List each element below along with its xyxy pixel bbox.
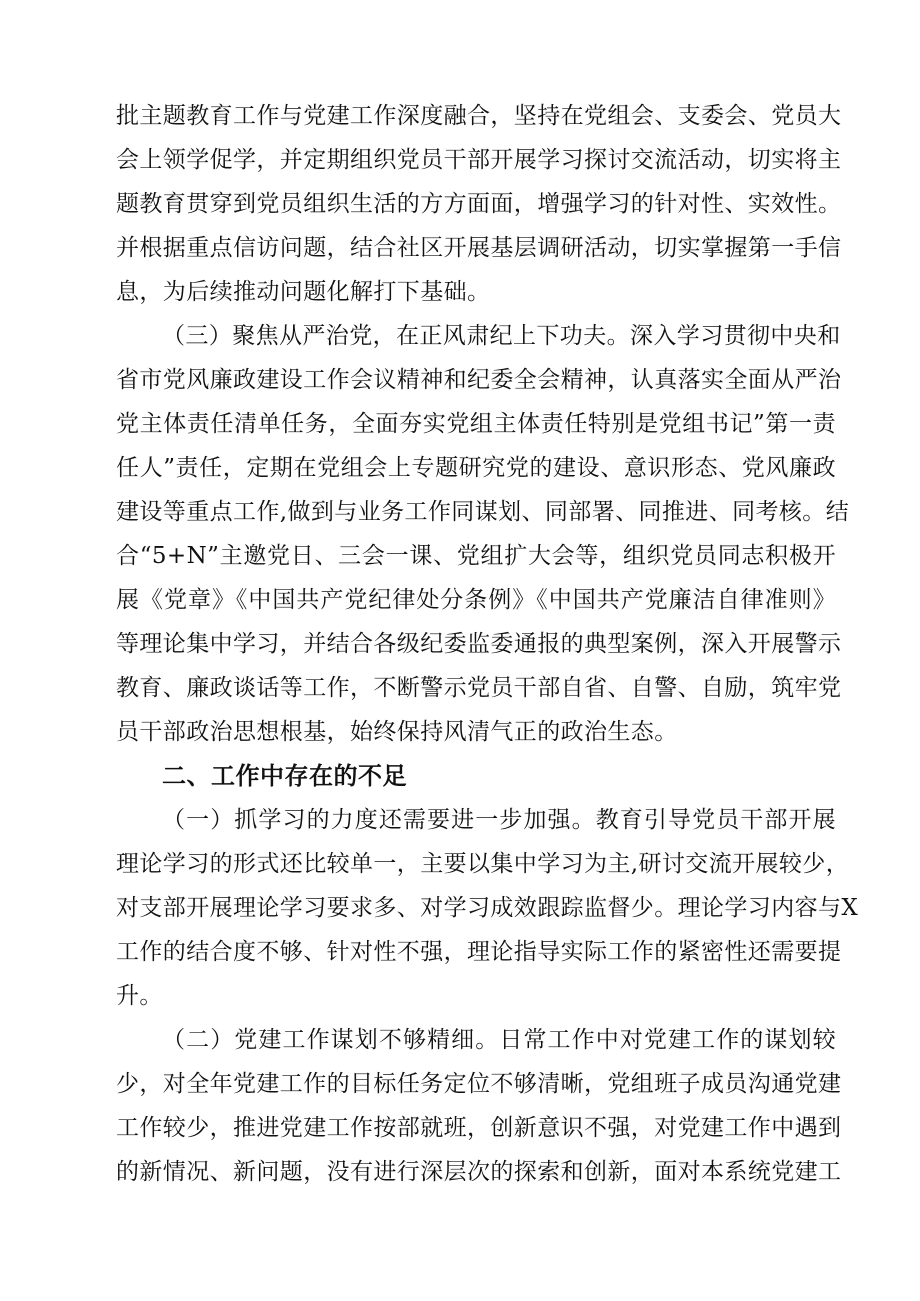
paragraph-line: 省市党风廉政建设工作会议精神和纪委全会精神，认真落实全面从严治 xyxy=(116,367,842,393)
paragraph-line: 工作的结合度不够、针对性不强，理论指导实际工作的紧密性还需要提 xyxy=(116,939,842,965)
paragraph-line: 的新情况、新问题，没有进行深层次的探索和创新，面对本系统党建工 xyxy=(116,1159,842,1185)
paragraph-line: 对支部开展理论学习要求多、对学习成效跟踪监督少。理论学习内容与X xyxy=(116,895,859,921)
paragraph-line: 合“5+N”主邀党日、三会一课、党组扩大会等，组织党员同志积极开 xyxy=(116,543,836,569)
paragraph-line: 息，为后续推动问题化解打下基础。 xyxy=(116,279,491,305)
paragraph-line: 员干部政治思想根基，始终保持风清气正的政治生态。 xyxy=(116,719,678,745)
paragraph-line: （一）抓学习的力度还需要进一步加强。教育引导党员干部开展 xyxy=(162,807,836,833)
paragraph-line: 工作较少，推进党建工作按部就班，创新意识不强，对党建工作中遇到 xyxy=(116,1115,842,1141)
paragraph-line: 批主题教育工作与党建工作深度融合，坚持在党组会、支委会、党员大 xyxy=(116,103,842,129)
paragraph-line: 理论学习的形式还比较单一，主要以集中学习为主,研讨交流开展较少， xyxy=(116,851,850,877)
paragraph-line: 题教育贯穿到党员组织生活的方方面面，增强学习的针对性、实效性。 xyxy=(116,191,842,217)
paragraph-line: （二）党建工作谋划不够精细。日常工作中对党建工作的谋划较 xyxy=(162,1027,836,1053)
paragraph-line: 等理论集中学习，并结合各级纪委监委通报的典型案例，深入开展警示 xyxy=(116,631,842,657)
paragraph-line: 升。 xyxy=(116,983,163,1009)
paragraph-line: 并根据重点信访问题，结合社区开展基层调研活动，切实掌握第一手信 xyxy=(116,235,842,261)
paragraph-line: 展《党章》《中国共产党纪律处分条例》《中国共产党廉洁自律准则》 xyxy=(116,587,836,613)
paragraph-line: 少，对全年党建工作的目标任务定位不够清晰，党组班子成员沟通党建 xyxy=(116,1071,842,1097)
paragraph-line: 党主体责任清单任务，全面夯实党组主体责任特别是党组书记”第一责 xyxy=(116,411,836,437)
section-heading: 二、工作中存在的不足 xyxy=(162,762,407,790)
paragraph-line: 任人”责任，定期在党组会上专题研究党的建设、意识形态、党风廉政 xyxy=(116,455,836,481)
paragraph-line: 教育、廉政谈话等工作，不断警示党员干部自省、自警、自励，筑牢党 xyxy=(116,675,842,701)
paragraph-line: 会上领学促学，并定期组织党员干部开展学习探讨交流活动，切实将主 xyxy=(116,147,842,173)
paragraph-line: （三）聚焦从严治党，在正风肃纪上下功夫。深入学习贯彻中央和 xyxy=(162,323,841,349)
paragraph-line: 建设等重点工作,做到与业务工作同谋划、同部署、同推进、同考核。结 xyxy=(116,499,850,525)
